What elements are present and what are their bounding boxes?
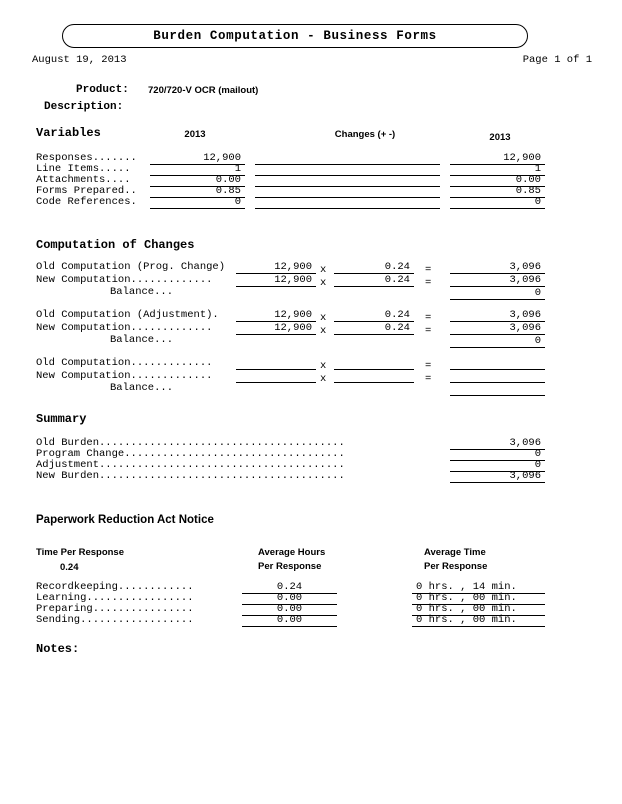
computation-row-operand-b: 0.24 (334, 274, 414, 287)
variable-row-label: Line Items..... (36, 163, 131, 175)
variable-row-label: Attachments.... (36, 174, 131, 186)
paperwork-row-hours: 0.00 (242, 592, 337, 605)
summary-row-label: New Burden....................................... (36, 470, 345, 482)
paperwork-row-label: Learning................. (36, 592, 194, 604)
paperwork-row-time: 0 hrs. , 00 min. (412, 592, 545, 605)
paperwork-row-time: 0 hrs. , 00 min. (412, 614, 545, 627)
variable-row-label: Code References. (36, 196, 137, 208)
summary-row-label: Adjustment....................................... (36, 459, 345, 471)
variables-heading: Variables (36, 126, 101, 140)
computation-row-operand-b (334, 370, 414, 383)
product-label: Product: (76, 84, 129, 96)
paperwork-row-label: Recordkeeping............ (36, 581, 194, 593)
computation-row-result (450, 370, 545, 383)
variable-row-right-value: 12,900 (450, 152, 545, 165)
computation-row-operand-a (236, 370, 316, 383)
paperwork-row-hours: 0.24 (242, 581, 337, 594)
computation-row-operand-a: 12,900 (236, 261, 316, 274)
variable-row-change-value (255, 196, 440, 209)
balance-value (450, 383, 545, 396)
paperwork-row-label: Sending.................. (36, 614, 194, 626)
summary-row-value: 0 (450, 459, 545, 472)
document-title-banner (62, 24, 528, 48)
multiply-symbol: x (320, 373, 327, 385)
summary-row-label: Old Burden....................................... (36, 437, 345, 449)
equals-symbol: = (425, 277, 432, 289)
computation-row-operand-a: 12,900 (236, 322, 316, 335)
average-time-label-line1: Average Time (424, 547, 486, 558)
time-per-response-label: Time Per Response (36, 547, 125, 558)
computation-row-operand-a (236, 357, 316, 370)
computation-row-label: New Computation............. (36, 370, 213, 382)
variable-row-right-value: 1 (450, 163, 545, 176)
balance-label: Balance... (110, 382, 174, 394)
variable-row-left-value: 0.00 (150, 174, 245, 187)
computation-row-operand-b: 0.24 (334, 322, 414, 335)
summary-row-value: 3,096 (450, 470, 545, 483)
variable-row-label: Forms Prepared.. (36, 185, 137, 197)
computation-row-operand-b (334, 357, 414, 370)
summary-row-value: 3,096 (450, 437, 545, 450)
variable-row-right-value: 0.00 (450, 174, 545, 187)
computation-row-operand-b: 0.24 (334, 261, 414, 274)
variable-row-right-value: 0 (450, 196, 545, 209)
computation-row-result: 3,096 (450, 322, 545, 335)
computation-row-result (450, 357, 545, 370)
equals-symbol: = (425, 264, 432, 276)
equals-symbol: = (425, 373, 432, 385)
summary-heading: Summary (36, 412, 87, 426)
page-title: Burden Computation - Business Forms (153, 29, 437, 43)
multiply-symbol: x (320, 325, 327, 337)
balance-value: 0 (450, 335, 545, 348)
equals-symbol: = (425, 325, 432, 337)
variable-row-left-value: 0.85 (150, 185, 245, 198)
variables-col-left-header: 2013 (184, 129, 206, 140)
average-hours-label-line1: Average Hours (258, 547, 326, 558)
summary-row-value: 0 (450, 448, 545, 461)
page-number: Page 1 of 1 (522, 54, 592, 66)
paperwork-row-label: Preparing................ (36, 603, 194, 615)
computation-row-label: Old Computation (Adjustment). (36, 309, 219, 321)
summary-row-label: Program Change................................... (36, 448, 345, 460)
paperwork-row-hours: 0.00 (242, 603, 337, 616)
computation-row-result: 3,096 (450, 274, 545, 287)
variables-col-right-header: 2013 (489, 132, 511, 143)
variable-row-label: Responses....... (36, 152, 137, 164)
computation-heading: Computation of Changes (36, 238, 195, 252)
computation-row-label: New Computation............. (36, 274, 213, 286)
product-value: 720/720-V OCR (mailout) (148, 85, 259, 96)
computation-row-result: 3,096 (450, 261, 545, 274)
computation-row-operand-a: 12,900 (236, 274, 316, 287)
equals-symbol: = (425, 360, 432, 372)
variable-row-right-value: 0.85 (450, 185, 545, 198)
computation-row-result: 3,096 (450, 309, 545, 322)
multiply-symbol: x (320, 277, 327, 289)
notes-heading: Notes: (36, 642, 80, 656)
equals-symbol: = (425, 312, 432, 324)
paperwork-row-time: 0 hrs. , 00 min. (412, 603, 545, 616)
paperwork-row-time: 0 hrs. , 14 min. (412, 581, 545, 594)
balance-label: Balance... (110, 334, 174, 346)
balance-value: 0 (450, 287, 545, 300)
description-label: Description: (44, 101, 124, 113)
report-date: August 19, 2013 (32, 54, 127, 66)
computation-row-operand-a: 12,900 (236, 309, 316, 322)
paperwork-row-hours: 0.00 (242, 614, 337, 627)
paperwork-heading: Paperwork Reduction Act Notice (36, 514, 214, 526)
computation-row-operand-b: 0.24 (334, 309, 414, 322)
multiply-symbol: x (320, 264, 327, 276)
multiply-symbol: x (320, 312, 327, 324)
variable-row-left-value: 1 (150, 163, 245, 176)
computation-row-label: New Computation............. (36, 322, 213, 334)
average-hours-label-line2: Per Response (258, 561, 322, 572)
computation-row-label: Old Computation............. (36, 357, 213, 369)
time-per-response-value: 0.24 (60, 562, 79, 573)
average-time-label-line2: Per Response (424, 561, 488, 572)
variable-row-left-value: 12,900 (150, 152, 245, 165)
computation-row-label: Old Computation (Prog. Change) (36, 261, 226, 273)
variables-col-mid-header: Changes (+ -) (334, 129, 396, 140)
title-pill (62, 24, 528, 48)
multiply-symbol: x (320, 360, 327, 372)
balance-label: Balance... (110, 286, 174, 298)
variable-row-left-value: 0 (150, 196, 245, 209)
